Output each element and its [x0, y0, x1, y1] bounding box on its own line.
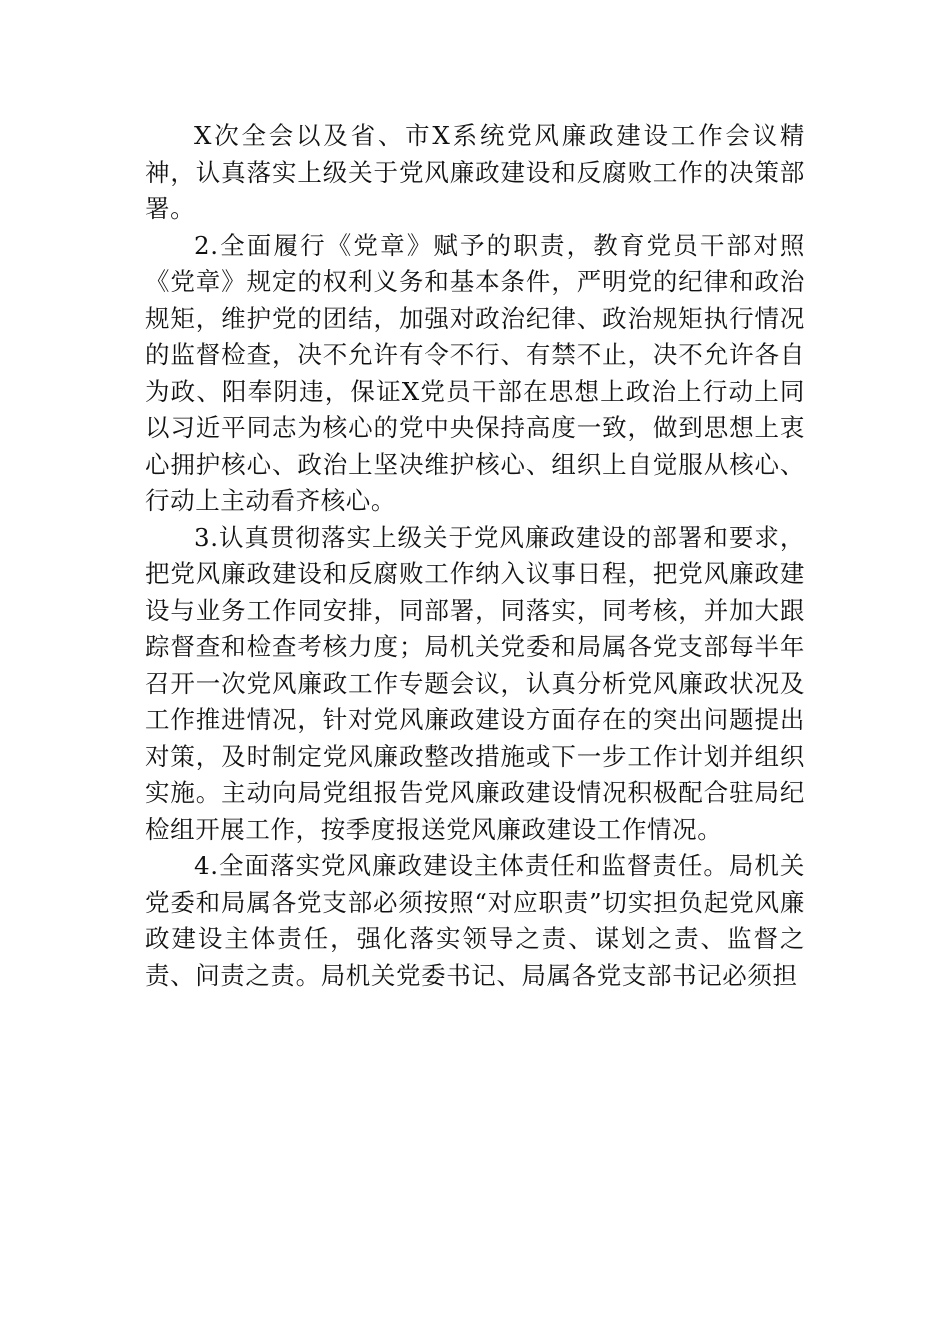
paragraph-continuation: X次全会以及省、市X系统党风廉政建设工作会议精神，认真落实上级关于党风廉政建设和反腐败工作的决策部署。 [145, 121, 805, 223]
paragraph-item-3: 3.认真贯彻落实上级关于党风廉政建设的部署和要求，把党风廉政建设和反腐败工作纳入议事日程，把党风廉政建设与业务工作同安排，同部署，同落实，同考核，并加大跟踪督查和检查考核力度；局机关党委和局属各党支部每半年召开一次党风廉政工作专题会议，认真分析党风廉政状况及工作推进情况，针对党风廉政建设方面存在的突出问题提出对策，及时制定党风廉政整改措施或下一步工作计划并组织实施。主动向局党组报告党风廉政建设情况积极配合驻局纪检组开展工作，按季度报送党风廉政建设工作情况。 [145, 522, 805, 844]
paragraph-item-4: 4.全面落实党风廉政建设主体责任和监督责任。局机关党委和局属各党支部必须按照“对应职责”切实担负起党风廉政建设主体责任，强化落实领导之责、谋划之责、监督之责、问责之责。局机关党委书记、局属各党支部书记必须担 [145, 851, 805, 990]
document-body [145, 118, 805, 994]
paragraph-item-2: 2.全面履行《党章》赋予的职责，教育党员干部对照《党章》规定的权利义务和基本条件，严明党的纪律和政治规矩，维护党的团结，加强对政治纪律、政治规矩执行情况的监督检查，决不允许有令不行、有禁不止，决不允许各自为政、阳奉阴违，保证X党员干部在思想上政治上行动上同以习近平同志为核心的党中央保持高度一致，做到思想上衷心拥护核心、政治上坚决维护核心、组织上自觉服从核心、行动上主动看齐核心。 [145, 230, 805, 515]
